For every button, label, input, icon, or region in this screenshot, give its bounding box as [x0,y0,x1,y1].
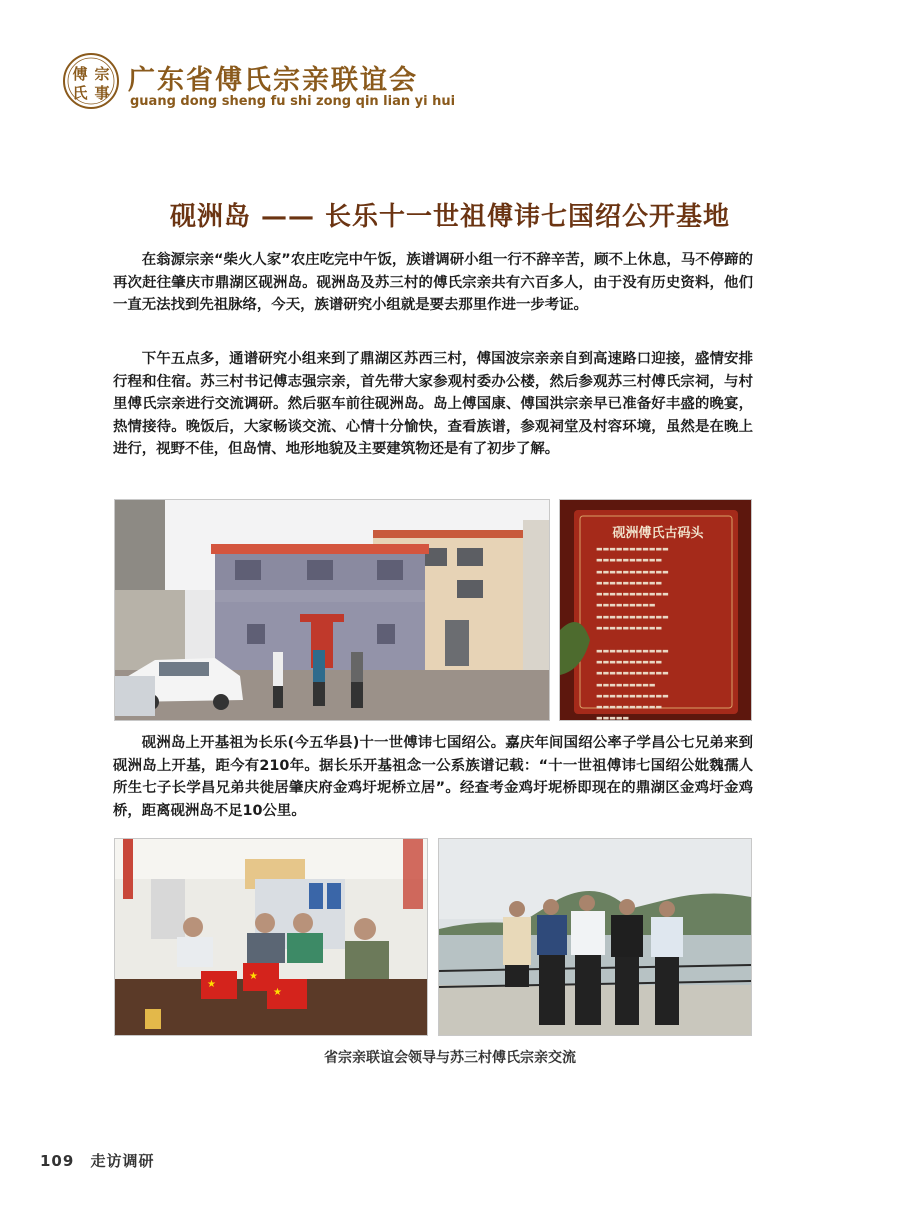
page-header [62,50,482,120]
svg-text:宗: 宗 [94,65,110,83]
sign-title: 砚洲傅氏古码头 [612,526,704,541]
photo-caption: 省宗亲联谊会领导与苏三村傅氏宗亲交流 [324,1050,576,1066]
svg-text:★: ★ [207,979,216,990]
article-paragraph-1: 在翁源宗亲“柴火人家”农庄吃完中午饭，族谱调研小组一行不辞辛苦，顾不上休息，马不停蹄的再次赶往肇庆市鼎湖区砚洲岛。砚洲岛及苏三村的傅氏宗亲共有六百多人，由于没有历史资料，他们一直无法找到先祖脉络，今天，族谱研究小组就是要去那里作进一步考证。 [113,252,753,313]
meeting-room-photo [114,838,428,1036]
svg-text:事: 事 [94,84,110,102]
brand-name-pinyin: guang dong sheng fu shi zong qin lian yi hui [130,94,456,109]
section-name: 走访调研 [90,1152,155,1170]
sign-body-text: ▬▬▬▬▬▬▬▬▬▬▬ ▬▬▬▬▬▬▬▬▬▬ ▬▬▬▬▬▬▬▬▬▬▬ ▬▬▬▬▬▬▬▬▬▬ ▬▬▬▬▬▬▬▬▬▬▬ ▬▬▬▬▬▬▬▬▬ ▬▬▬▬▬▬▬▬▬▬▬ ▬▬▬▬▬▬▬▬▬▬ ▬▬▬▬▬▬▬▬▬▬▬ ▬▬▬▬▬▬▬▬▬▬ ▬▬▬▬▬▬▬▬▬▬▬ ▬▬▬▬▬▬▬▬▬ ▬▬▬▬▬▬▬▬▬▬▬ ▬▬▬▬▬▬▬▬▬▬ ▬▬▬▬▬ [596,545,669,721]
svg-text:★: ★ [273,987,282,998]
village-committee-building-photo [114,499,550,721]
svg-text:傅: 傅 [72,65,88,83]
page-footer [40,1150,155,1171]
page-number: 109 [40,1152,75,1170]
article-paragraph-3: 砚洲岛上开基祖为长乐(今五华县)十一世傅讳七国绍公。嘉庆年间国绍公率子学昌公七兄弟来到砚洲岛上开基，距今有210年。据长乐开基祖念一公系族谱记载：“十一世祖傅讳七国绍公妣魏孺人所生七子长学昌兄弟共徙居肇庆府金鸡圩坭桥立居”。经查考金鸡圩坭桥即现在的鼎湖区金鸡圩金鸡桥，距离砚洲岛不足10公里。 [113,735,753,819]
svg-text:★: ★ [249,971,258,982]
association-logo [62,52,120,110]
ancient-pier-sign-photo [559,499,752,721]
article-title: 砚洲岛 —— 长乐十一世祖傅讳七国绍公开基地 [169,202,731,232]
group-riverside-photo [438,838,752,1036]
article-paragraph-2: 下午五点多，通谱研究小组来到了鼎湖区苏西三村，傅国波宗亲亲自到高速路口迎接，盛情安排行程和住宿。苏三村书记傅志强宗亲，首先带大家参观村委办公楼，然后参观苏三村傅氏宗祠，与村里傅氏宗亲进行交流调研。然后驱车前往砚洲岛。岛上傅国康、傅国洪宗亲早已准备好丰盛的晚宴，热情接待。晚饭后，大家畅谈交流、心情十分愉快，查看族谱，参观祠堂及村容环境，虽然是在晚上进行，视野不佳，但岛情、地形地貌及主要建筑物还是有了初步了解。 [113,351,753,457]
brand-name-chinese: 广东省傅氏宗亲联谊会 [128,65,418,96]
svg-text:氏: 氏 [72,84,88,102]
